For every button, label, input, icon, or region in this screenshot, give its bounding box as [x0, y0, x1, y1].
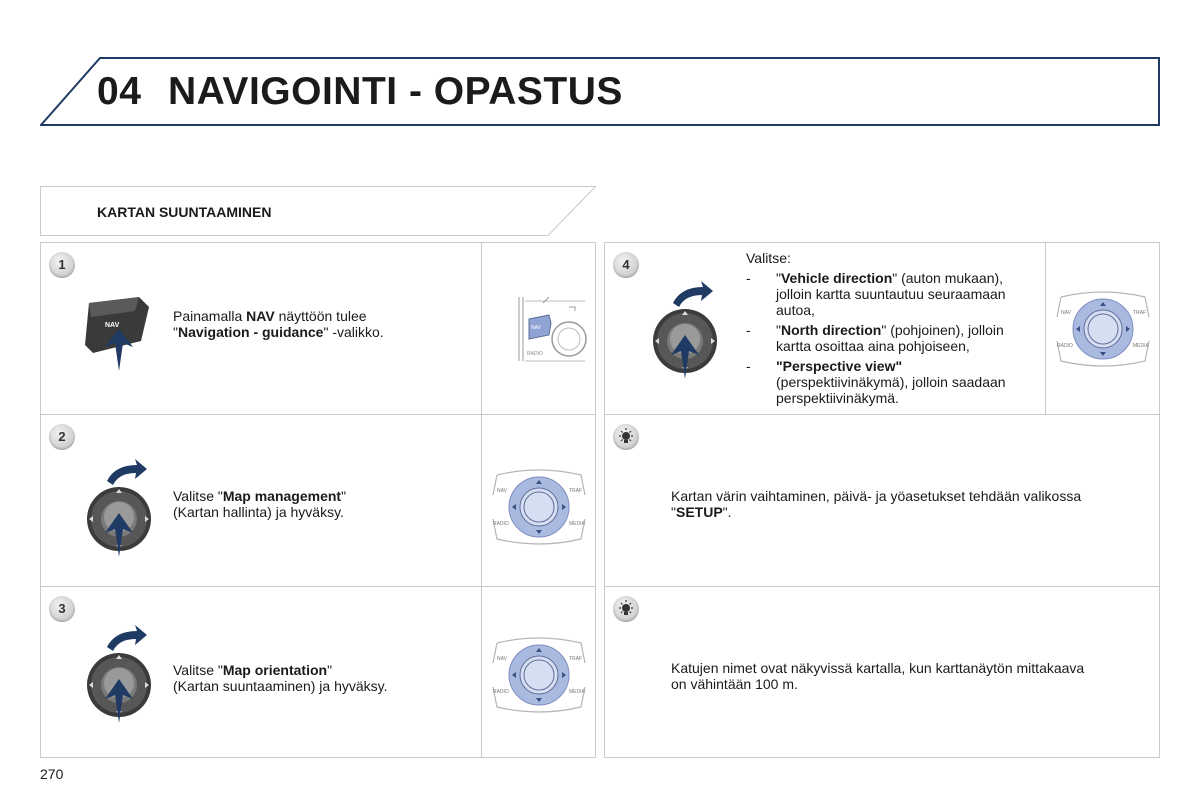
- rotary-knob-select-icon: [651, 281, 727, 386]
- step-3-panel: [40, 586, 596, 758]
- control-panel-illustration: [1051, 289, 1155, 374]
- tip-1-panel: [604, 414, 1160, 587]
- control-panel-illustration: [487, 467, 591, 552]
- svg-text:MEDIA: MEDIA: [569, 521, 585, 527]
- step-number-badge: 2: [49, 424, 75, 450]
- nav-button-label: NAV: [105, 322, 120, 329]
- chapter-title: NAVIGOINTI - OPASTUS: [168, 70, 623, 113]
- svg-text:RADIO: RADIO: [1057, 343, 1073, 349]
- option-item: - "Perspective view" (perspektiivinäkymä), jolloin saadaan perspektiivinäkymä.: [746, 358, 1036, 406]
- svg-text:MEDIA: MEDIA: [1133, 343, 1149, 349]
- tip-2-text: Katujen nimet ovat näkyvissä kartalla, kun karttanäytön mittakaava on vähintään 100 m.: [671, 660, 1085, 692]
- svg-text:NAV: NAV: [531, 325, 541, 331]
- option-item: - "Vehicle direction" (auton mukaan), jolloin kartta suuntautuu seuraamaan autoa,: [746, 270, 1036, 318]
- svg-text:RADIO: RADIO: [493, 689, 509, 695]
- svg-text:NAV: NAV: [497, 656, 507, 662]
- step-2-panel: [40, 414, 596, 587]
- svg-text:TRAF: TRAF: [569, 656, 583, 662]
- step-number-badge: 1: [49, 252, 75, 278]
- step-1-text: Painamalla NAV näyttöön tulee "Navigation - guidance" -valikko.: [173, 308, 384, 340]
- step-3-text: Valitse "Map orientation" (Kartan suuntaaminen) ja hyväksy.: [173, 662, 388, 694]
- svg-text:RADIO: RADIO: [493, 521, 509, 527]
- svg-text:TRAF: TRAF: [569, 488, 583, 494]
- lightbulb-icon: [613, 596, 639, 622]
- svg-text:NAV: NAV: [1061, 310, 1071, 316]
- option-item: - "North direction" (pohjoinen), jolloin kartta osoittaa aina pohjoiseen,: [746, 322, 1036, 354]
- step-4-intro: Valitse:: [746, 250, 791, 266]
- step-1-panel: [40, 242, 596, 415]
- nav-button-icon: [81, 293, 151, 378]
- tip-2-panel: [604, 586, 1160, 758]
- chapter-number: 04: [97, 70, 142, 113]
- step-2-text: Valitse "Map management" (Kartan hallinta) ja hyväksy.: [173, 488, 347, 520]
- dashboard-nav-illustration: [515, 293, 589, 370]
- rotary-knob-select-icon: [85, 459, 161, 564]
- tip-1-text: Kartan värin vaihtaminen, päivä- ja yöasetukset tehdään valikossa "SETUP".: [671, 488, 1082, 520]
- step-number-badge: 4: [613, 252, 639, 278]
- control-panel-illustration: [487, 635, 591, 720]
- step-4-panel: [604, 242, 1160, 415]
- section-title: KARTAN SUUNTAAMINEN: [97, 204, 272, 220]
- svg-text:TRAF: TRAF: [1133, 310, 1147, 316]
- svg-text:NAV: NAV: [497, 488, 507, 494]
- orientation-options-list: [746, 270, 1036, 410]
- lightbulb-icon: [613, 424, 639, 450]
- svg-text:RADIO: RADIO: [527, 351, 543, 357]
- step-number-badge: 3: [49, 596, 75, 622]
- svg-text:MEDIA: MEDIA: [569, 689, 585, 695]
- rotary-knob-select-icon: [85, 625, 161, 730]
- page-number: 270: [40, 766, 64, 782]
